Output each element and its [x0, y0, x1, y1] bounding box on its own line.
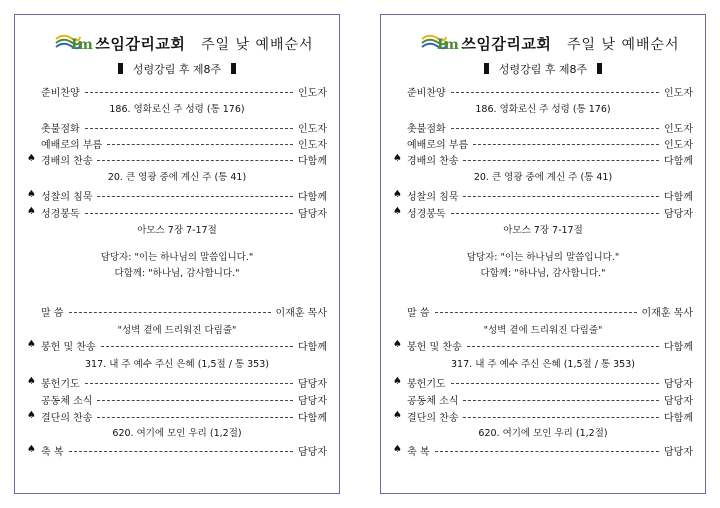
leader-dots: [97, 417, 293, 418]
bulletin-panel-right: [380, 14, 706, 494]
bullet-bar-left: [118, 63, 123, 74]
spade-icon: ♠: [393, 444, 402, 455]
leader-dots: [435, 312, 637, 313]
order-item-leader: 인도자: [298, 139, 327, 151]
spade-icon: ♠: [27, 189, 36, 200]
bulletin-title: 주일 낮 예배순서: [567, 37, 680, 53]
order-note: 620. 여기에 모인 우리 (1,2절): [112, 428, 242, 439]
order-item-leader: 다함께: [298, 412, 327, 424]
order-item: [393, 204, 693, 220]
order-item-name: 성경봉독: [41, 208, 80, 220]
spade-icon: ♠: [27, 339, 36, 350]
leader-dots: [85, 92, 293, 93]
order-note: 아모스 7장 7-17절: [503, 225, 583, 236]
leader-dots: [473, 144, 659, 145]
order-note: "성벽 곁에 드리워진 다림줄": [483, 325, 603, 336]
order-item: [393, 135, 693, 151]
order-item-leader: 다함께: [298, 341, 327, 353]
leader-dots: [85, 383, 293, 384]
order-item-name: 예배로의 부름: [407, 139, 469, 151]
spade-icon: ♠: [393, 339, 402, 350]
order-item-name: 공동체 소식: [41, 395, 93, 407]
order-item-leader: 담당자: [664, 395, 693, 407]
leader-dots: [451, 213, 659, 214]
spade-icon: ♠: [393, 376, 402, 387]
order-item-name: 준비찬양: [41, 87, 80, 99]
order-note: 담당자: "이는 하나님의 말씀입니다.": [100, 252, 254, 263]
logo-prefix: Im: [71, 37, 94, 53]
church-name: [71, 33, 185, 54]
order-item-leader: 담당자: [298, 395, 327, 407]
order-item-name: 말 씀: [41, 307, 64, 319]
leader-dots: [463, 196, 659, 197]
order-item-leader: 담당자: [664, 378, 693, 390]
order-item-name: 성경봉독: [407, 208, 446, 220]
order-item-leader: 다함께: [298, 191, 327, 203]
order-item-name: 경배의 찬송: [41, 155, 93, 167]
order-item-name: 말 씀: [407, 307, 430, 319]
spade-icon: ♠: [393, 189, 402, 200]
order-note: "성벽 곁에 드리워진 다림줄": [117, 325, 237, 336]
leader-dots: [451, 383, 659, 384]
order-item-leader: 담당자: [298, 378, 327, 390]
season-text: 성령강림 후 제8주: [498, 63, 588, 76]
order-item-name: 봉헌 및 찬송: [41, 341, 96, 353]
order-item-name: 촛불점화: [407, 123, 446, 135]
order-item-name: 결단의 찬송: [41, 412, 93, 424]
order-item: [27, 337, 327, 353]
spade-icon: ♠: [27, 206, 36, 217]
order-item-leader: 이재훈 목사: [275, 307, 327, 319]
spade-icon: ♠: [27, 410, 36, 421]
bulletin-header: [15, 31, 339, 55]
order-note: 다함께: "하나님, 감사합니다.": [114, 268, 240, 279]
order-item: [393, 391, 693, 407]
order-item-leader: 인도자: [664, 123, 693, 135]
spade-icon: ♠: [393, 206, 402, 217]
leader-dots: [435, 451, 660, 452]
order-note: 186. 영화로신 주 성령 (통 176): [475, 104, 611, 115]
order-item: [393, 337, 693, 353]
order-item-name: 결단의 찬송: [407, 412, 459, 424]
order-note: 620. 여기에 모인 우리 (1,2절): [478, 428, 608, 439]
order-note: 186. 영화로신 주 성령 (통 176): [109, 104, 245, 115]
order-item-leader: 이재훈 목사: [641, 307, 693, 319]
order-note: 20. 큰 영광 중에 계신 주 (통 41): [473, 172, 613, 183]
order-item: [27, 442, 327, 458]
order-item: [27, 374, 327, 390]
order-item-leader: 인도자: [298, 123, 327, 135]
order-item-name: 예배로의 부름: [41, 139, 103, 151]
leader-dots: [97, 160, 293, 161]
order-note: 다함께: "하나님, 감사합니다.": [480, 268, 606, 279]
bulletin-title: 주일 낮 예배순서: [201, 37, 314, 53]
season-line: [15, 61, 339, 77]
bulletin-header: [381, 31, 705, 55]
bulletin-panel-left: [14, 14, 340, 494]
order-item: [27, 204, 327, 220]
leader-dots: [467, 346, 659, 347]
order-item-leader: 다함께: [664, 155, 693, 167]
order-item-name: 봉헌 및 찬송: [407, 341, 462, 353]
order-item-leader: 다함께: [664, 191, 693, 203]
leader-dots: [107, 144, 293, 145]
season-text: 성령강림 후 제8주: [132, 63, 222, 76]
leader-dots: [451, 92, 659, 93]
bullet-bar-left: [484, 63, 489, 74]
order-item: [27, 151, 327, 167]
bullet-bar-right: [597, 63, 602, 74]
order-item-leader: 다함께: [664, 341, 693, 353]
order-item: [393, 119, 693, 135]
order-note: 317. 내 주 예수 주신 은혜 (1,5절 / 통 353): [451, 359, 635, 370]
order-note: 317. 내 주 예수 주신 은혜 (1,5절 / 통 353): [85, 359, 269, 370]
order-item: [27, 119, 327, 135]
leader-dots: [101, 346, 293, 347]
leader-dots: [69, 312, 271, 313]
order-note: 담당자: "이는 하나님의 말씀입니다.": [466, 252, 620, 263]
order-item: [27, 391, 327, 407]
order-item-leader: 인도자: [664, 139, 693, 151]
leader-dots: [463, 160, 659, 161]
season-line: [381, 61, 705, 77]
order-item-leader: 다함께: [664, 412, 693, 424]
church-name-text: 쓰임감리교회: [461, 35, 552, 53]
spade-icon: ♠: [393, 410, 402, 421]
order-item-name: 성찰의 침묵: [407, 191, 459, 203]
leader-dots: [85, 128, 293, 129]
spade-icon: ♠: [393, 153, 402, 164]
leader-dots: [97, 196, 293, 197]
order-item-name: 축 복: [407, 446, 430, 458]
order-item: [27, 408, 327, 424]
order-item-leader: 담당자: [664, 446, 693, 458]
order-item-leader: 담당자: [664, 208, 693, 220]
order-item: [27, 187, 327, 203]
leader-dots: [463, 400, 659, 401]
order-item-name: 경배의 찬송: [407, 155, 459, 167]
order-item: [27, 303, 327, 319]
church-name: [437, 33, 551, 54]
leader-dots: [463, 417, 659, 418]
spade-icon: ♠: [27, 153, 36, 164]
order-item-name: 성찰의 침묵: [41, 191, 93, 203]
order-item-leader: 인도자: [664, 87, 693, 99]
logo-prefix: Im: [437, 37, 460, 53]
order-item: [393, 442, 693, 458]
order-item: [393, 408, 693, 424]
spade-icon: ♠: [27, 444, 36, 455]
order-note: 20. 큰 영광 중에 계신 주 (통 41): [107, 172, 247, 183]
order-item: [27, 83, 327, 99]
order-item: [393, 83, 693, 99]
order-item: [393, 374, 693, 390]
order-item-leader: 담당자: [298, 208, 327, 220]
order-item-name: 봉헌기도: [407, 378, 446, 390]
order-item-leader: 다함께: [298, 155, 327, 167]
order-item-leader: 담당자: [298, 446, 327, 458]
order-note: 아모스 7장 7-17절: [137, 225, 217, 236]
order-item: [393, 187, 693, 203]
order-item-name: 축 복: [41, 446, 64, 458]
leader-dots: [451, 128, 659, 129]
leader-dots: [97, 400, 293, 401]
order-item-name: 공동체 소식: [407, 395, 459, 407]
leader-dots: [85, 213, 293, 214]
order-item-leader: 인도자: [298, 87, 327, 99]
order-item-name: 촛불점화: [41, 123, 80, 135]
bullet-bar-right: [231, 63, 236, 74]
spade-icon: ♠: [27, 376, 36, 387]
order-item-name: 봉헌기도: [41, 378, 80, 390]
order-item: [393, 303, 693, 319]
church-name-text: 쓰임감리교회: [95, 35, 186, 53]
order-item: [27, 135, 327, 151]
leader-dots: [69, 451, 294, 452]
order-item: [393, 151, 693, 167]
order-item-name: 준비찬양: [407, 87, 446, 99]
